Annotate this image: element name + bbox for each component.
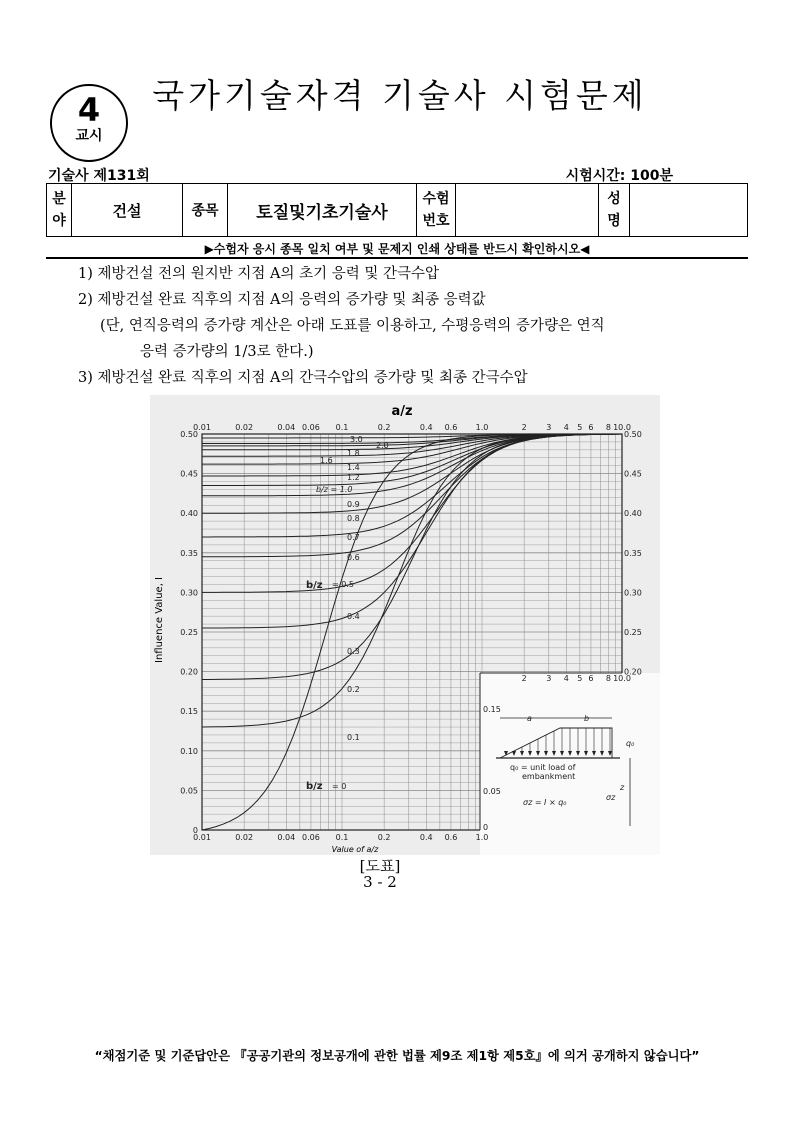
top-x-tick-label: 5 xyxy=(577,423,583,432)
bottom-x-tick-label: 0.04 xyxy=(277,833,296,842)
inset-x-tick-label: 6 xyxy=(588,674,594,683)
left-y-tick-label: 0.20 xyxy=(180,667,198,677)
top-x-tick-label: 0.06 xyxy=(302,423,320,432)
page-title: 국가기술자격 기술사 시험문제 xyxy=(152,76,648,115)
load-legend-2: embankment xyxy=(522,772,576,781)
bottom-x-tick-label: 0.01 xyxy=(193,833,211,842)
top-x-tick-label: 0.01 xyxy=(193,423,211,432)
question-2: 2) 제방건설 완료 직후의 지점 A의 응력의 증가량 및 최종 응력값 xyxy=(78,292,486,308)
right-y-tick-label: 0.40 xyxy=(624,509,642,519)
bottom-x-tick-label: 0.4 xyxy=(419,833,433,842)
right-y-tick-label: 0.25 xyxy=(624,628,642,637)
bz-label-0-1: 0.1 xyxy=(347,733,360,742)
question-2-note-2: 응력 증가량의 1/3로 한다.) xyxy=(140,344,314,360)
bottom-x-tick-label: 0.06 xyxy=(302,833,320,842)
field-label-cell xyxy=(47,184,72,237)
footer-notice: “채점기준 및 기준답안은 『공공기관의 정보공개에 관한 법률 제9조 제1항 제5호』에 의거 공개하지 않습니다” xyxy=(94,1049,700,1063)
bz-label-0-4: 0.4 xyxy=(347,612,360,621)
y-axis-title: Influence Value, I xyxy=(154,576,165,664)
right-y-tick-label: 0.45 xyxy=(624,469,642,479)
exam-time: 시험시간: 100분 xyxy=(565,168,673,184)
divider xyxy=(46,257,748,259)
q0-label: q₀ xyxy=(626,739,635,748)
bottom-x-tick-label: 0.2 xyxy=(377,833,391,842)
question-3: 3) 제방건설 완료 직후의 지점 A의 간극수압의 증가량 및 최종 간극수압 xyxy=(78,370,528,386)
bz-label-1-2: 1.2 xyxy=(347,473,360,482)
info-table xyxy=(46,183,748,237)
inset-x-tick-label: 8 xyxy=(605,674,611,683)
period-number: 4 xyxy=(77,91,101,129)
top-x-tick-label: 6 xyxy=(588,423,594,432)
bottom-x-tick-label: 0.1 xyxy=(335,833,349,842)
left-y-tick-label: 0.45 xyxy=(180,469,198,479)
left-y-tick-label: 0.40 xyxy=(180,509,198,519)
field-label-bottom: 야 xyxy=(52,213,66,229)
left-y-tick-label: 0.35 xyxy=(180,548,198,558)
bz-label-0-6: 0.6 xyxy=(347,553,360,562)
bz-label-2-0: 2.0 xyxy=(376,441,389,450)
bz-label-0-prefix: b/z xyxy=(306,781,323,792)
top-x-tick-label: 0.04 xyxy=(277,423,296,432)
inset-x-tick-label: 3 xyxy=(546,674,552,683)
left-y-tick-label: 0.05 xyxy=(180,786,198,796)
inset-x-tick-label: 10.0 xyxy=(613,674,631,683)
bz-label-0-3: 0.3 xyxy=(347,647,360,656)
top-axis-title: a/z xyxy=(391,404,413,419)
bz-label-0-7: 0.7 xyxy=(347,533,360,542)
bz-label-0-2: 0.2 xyxy=(347,685,360,694)
left-y-tick-label: 0.15 xyxy=(180,707,198,717)
inset-x-tick-label: 5 xyxy=(577,674,583,683)
exam-round: 기술사 제131회 xyxy=(48,168,150,184)
right-y-tick-label: 0.35 xyxy=(624,548,642,558)
load-legend-1: q₀ = unit load of xyxy=(510,763,576,772)
name-label-cell xyxy=(599,184,630,237)
bz-label-0: = 0 xyxy=(332,782,347,791)
exam-no-label-bottom: 번호 xyxy=(422,213,450,229)
top-x-tick-label: 0.02 xyxy=(235,423,254,432)
inset-x-tick-label: 4 xyxy=(563,674,569,683)
top-x-tick-label: 0.2 xyxy=(377,423,391,432)
left-y-tick-label: 0.25 xyxy=(180,628,198,637)
left-y-tick-label: 0.30 xyxy=(180,588,198,598)
top-x-tick-label: 1.0 xyxy=(475,423,489,432)
question-2-note-1: (단, 연직응력의 증가량 계산은 아래 도표를 이용하고, 수평응력의 증가량은 연직 xyxy=(100,318,605,334)
top-x-tick-label: 8 xyxy=(605,423,611,432)
left-y-tick-label: 0.10 xyxy=(180,746,198,756)
inset-x-tick-label: 2 xyxy=(521,674,527,683)
question-1: 1) 제방건설 전의 원지반 지점 A의 초기 응력 및 간극수압 xyxy=(78,266,439,282)
period-badge xyxy=(50,84,128,162)
inset-y-tick-015: 0.15 xyxy=(483,705,501,714)
inset-y-tick-005: 0.05 xyxy=(483,787,501,796)
dim-b-label: b xyxy=(584,714,590,723)
stress-formula: σz = I × q₀ xyxy=(523,798,567,807)
bz-label-1-4: 1.4 xyxy=(347,463,360,472)
left-y-tick-label: 0.50 xyxy=(180,430,198,439)
bz-label-1-8: 1.8 xyxy=(347,449,360,458)
name-field[interactable] xyxy=(630,184,748,237)
right-y-tick-label: 0.50 xyxy=(624,430,642,439)
category-label: 종목 xyxy=(183,184,228,237)
top-x-tick-label: 4 xyxy=(563,423,569,432)
bz-label-0-9: 0.9 xyxy=(347,500,360,509)
field-value: 건설 xyxy=(72,184,183,237)
notice: ▶수험자 응시 종목 일치 여부 및 문제지 인쇄 상태를 반드시 확인하시오◀ xyxy=(204,242,590,256)
influence-chart xyxy=(150,395,660,855)
right-y-tick-label: 0.30 xyxy=(624,588,642,598)
top-x-tick-label: 0.4 xyxy=(419,423,433,432)
inset-y-tick-0: 0 xyxy=(483,823,489,832)
bz-label-1-0: b/z = 1.0 xyxy=(316,485,353,494)
exam-no-label-top: 수험 xyxy=(422,191,450,207)
top-x-tick-label: 0.1 xyxy=(335,423,349,432)
right-y-tick-label: 0.20 xyxy=(624,667,642,677)
exam-no-field[interactable] xyxy=(456,184,599,237)
figure-caption: [도표] xyxy=(359,857,401,875)
name-label-top: 성 xyxy=(607,191,621,207)
bz-label-3-0: 3.0 xyxy=(350,435,363,444)
period-label: 교시 xyxy=(75,128,103,144)
exam-no-label-cell xyxy=(417,184,456,237)
top-x-tick-label: 2 xyxy=(521,423,527,432)
top-x-tick-label: 3 xyxy=(546,423,552,432)
field-label-top: 분 xyxy=(52,191,66,207)
bz-label-0-5-prefix: b/z xyxy=(306,580,323,591)
z-label: z xyxy=(620,783,625,792)
bottom-x-tick-label: 1.0 xyxy=(475,833,489,842)
category-value: 토질및기초기술사 xyxy=(228,184,417,237)
name-label-bottom: 명 xyxy=(607,213,621,229)
bz-label-0-8: 0.8 xyxy=(347,514,360,523)
bottom-x-tick-label: 0.6 xyxy=(444,833,458,842)
top-x-tick-label: 10.0 xyxy=(613,423,631,432)
bz-label-0-5: = 0.5 xyxy=(332,580,354,589)
sigma-z-label: σz xyxy=(606,793,616,802)
x-axis-title: Value of a/z xyxy=(331,845,379,854)
bz-label-1-6: 1.6 xyxy=(320,456,333,465)
bottom-x-tick-label: 0.02 xyxy=(235,833,254,842)
top-x-tick-label: 0.6 xyxy=(444,423,458,432)
dim-a-label: a xyxy=(527,714,532,723)
page-number: 3 - 2 xyxy=(363,873,397,891)
left-y-tick-label: 0 xyxy=(192,826,198,835)
